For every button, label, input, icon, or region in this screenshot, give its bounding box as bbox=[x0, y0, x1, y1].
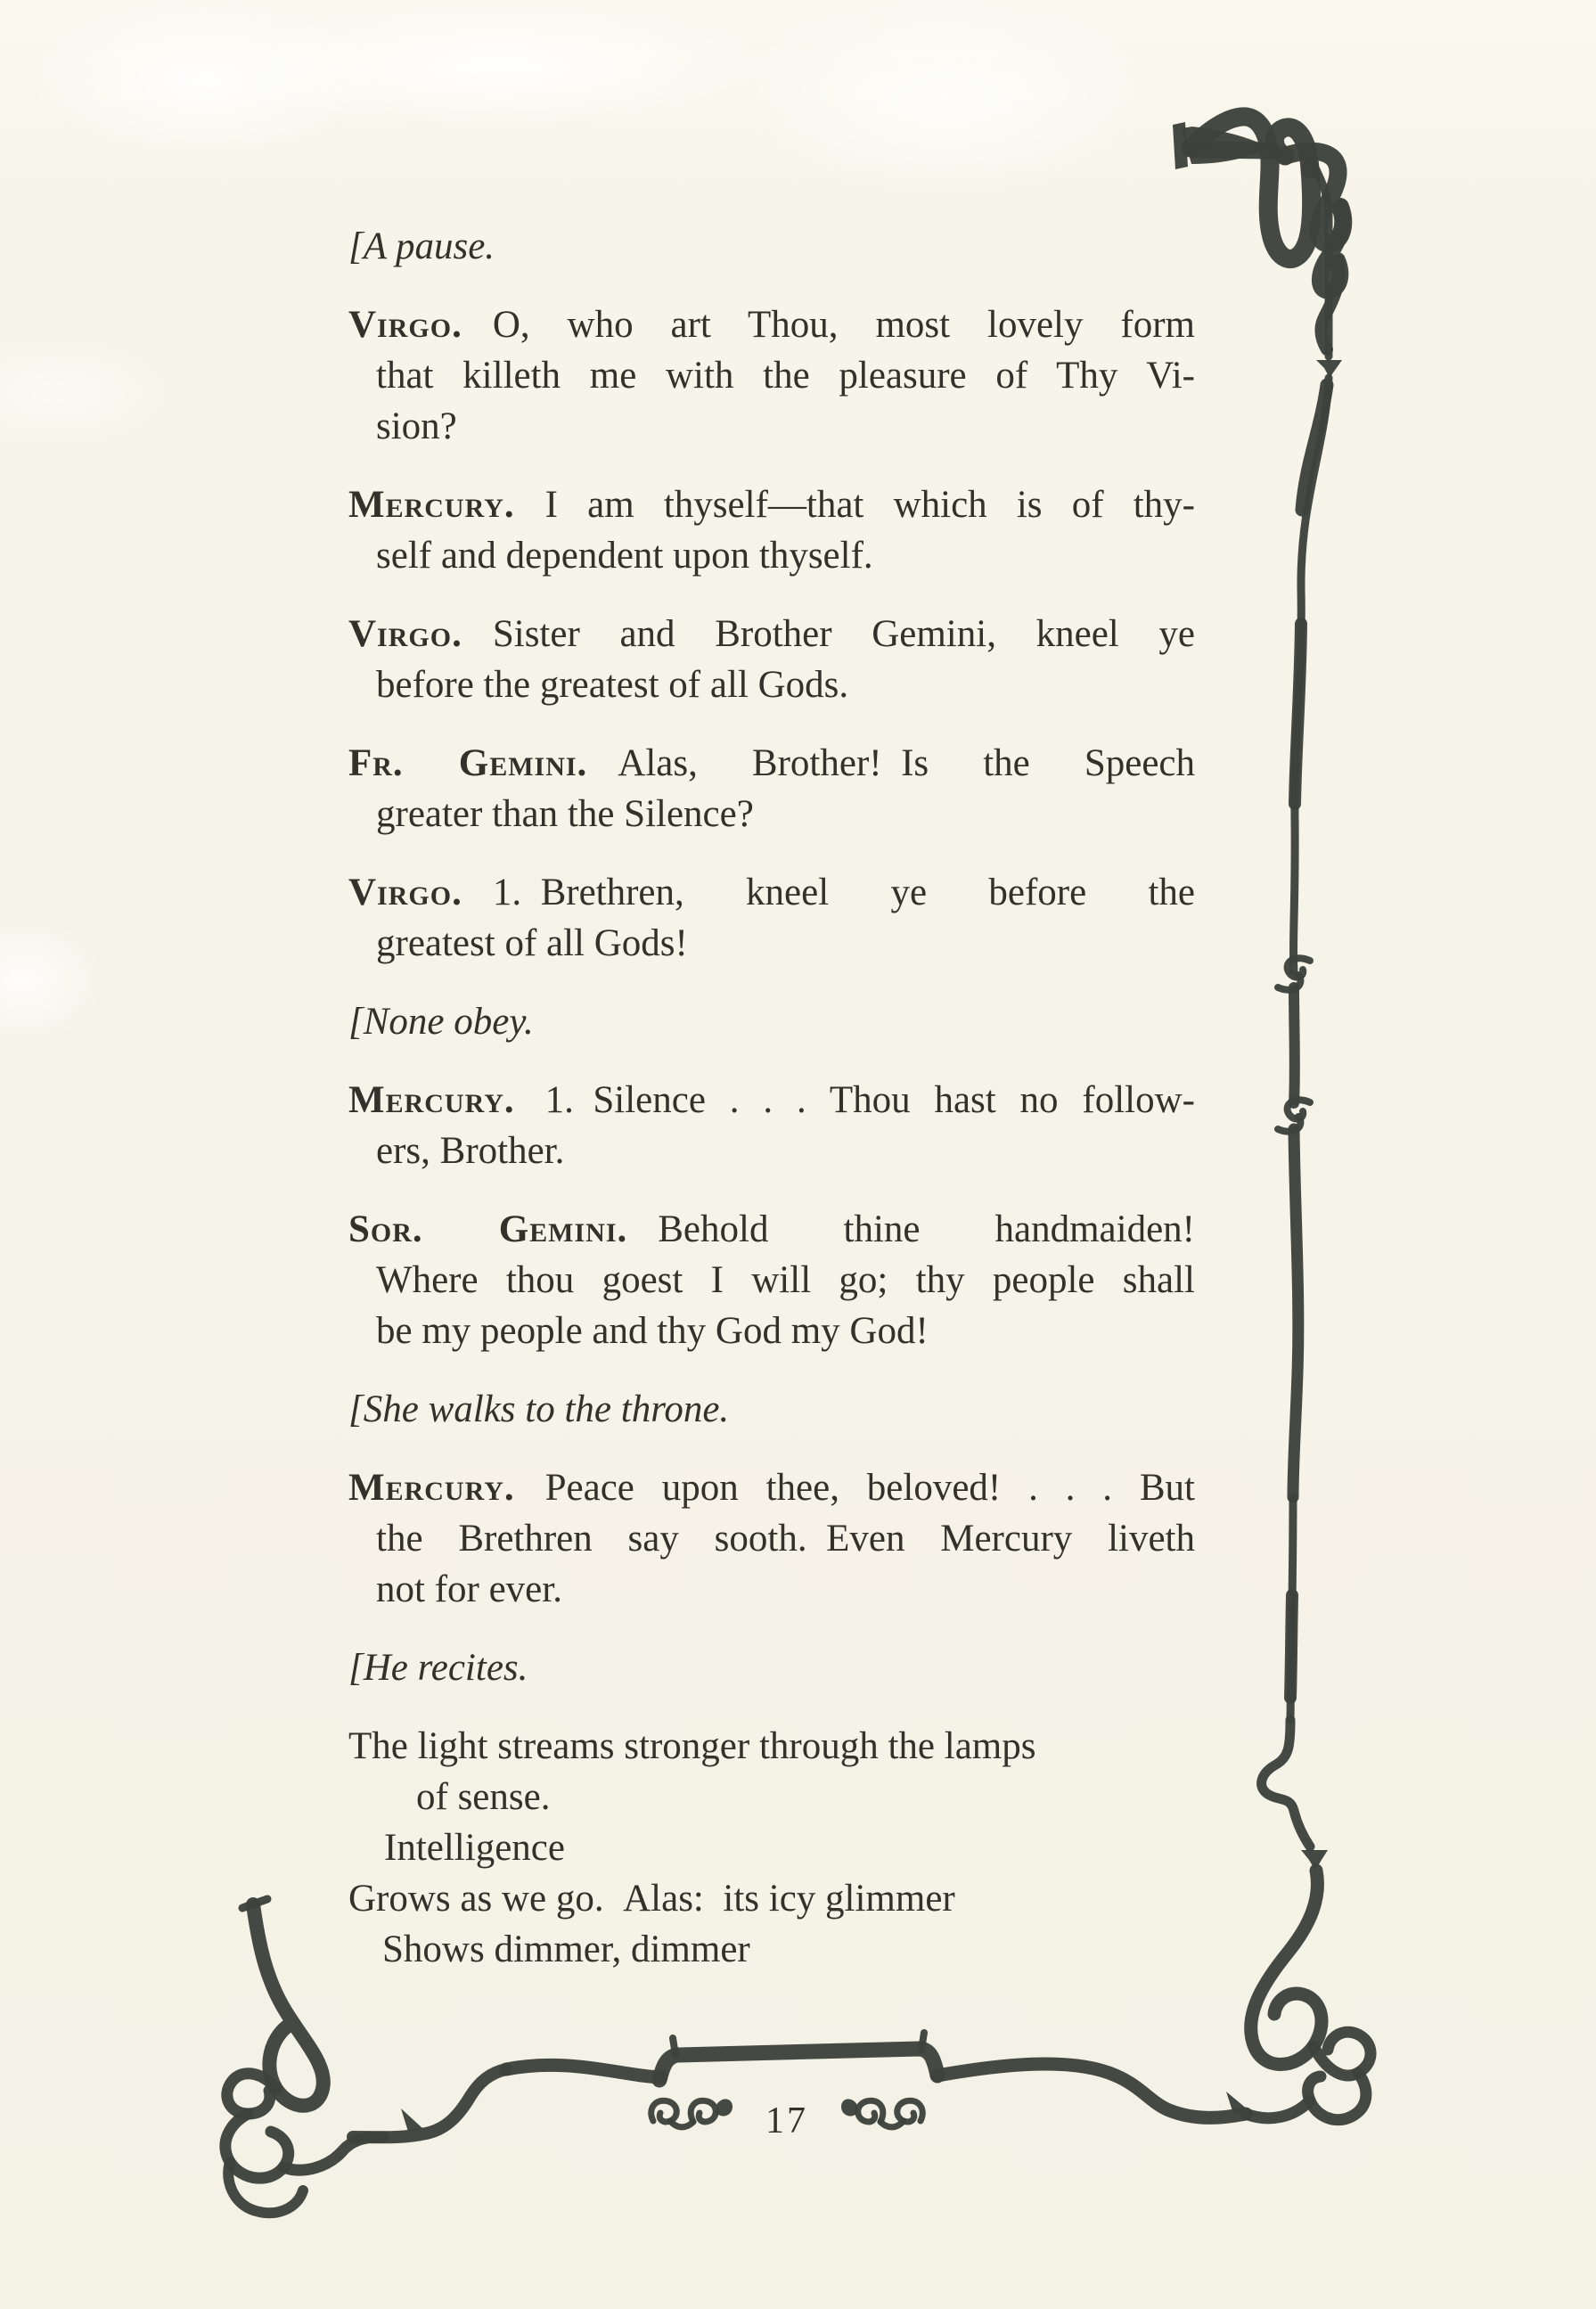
verse-line: Grows as we go. Alas: its icy glimmer bbox=[348, 1878, 955, 1920]
speech-line: not for ever. bbox=[376, 1568, 562, 1610]
speech-text: Alas, Brother! Is the Speech bbox=[618, 742, 1196, 784]
stage-direction-line: [None obey. bbox=[348, 1001, 534, 1043]
speech-line: Where thou goest I will go; thy people shall bbox=[376, 1259, 1195, 1301]
speech-line: be my people and thy God my God! bbox=[376, 1310, 929, 1352]
speech-line: self and dependent upon thyself. bbox=[376, 535, 873, 577]
footer-fleuron-icon bbox=[651, 2099, 733, 2126]
speech-line bbox=[348, 609, 1195, 659]
verse-line: The light streams stronger through the lamps bbox=[348, 1725, 1036, 1767]
speech-line bbox=[348, 867, 1195, 918]
speech-line: greater than the Silence? bbox=[376, 793, 754, 835]
play-text-column bbox=[348, 221, 1195, 2002]
speaker-label: Fr. Gemini. bbox=[348, 742, 588, 784]
speech-line bbox=[348, 738, 1195, 789]
speaker-label: Mercury. bbox=[348, 1079, 515, 1121]
top-right-flourish-ornament bbox=[1173, 117, 1343, 349]
speech-line: before the greatest of all Gods. bbox=[376, 664, 849, 706]
speech-paragraph bbox=[348, 609, 1195, 710]
verse-line: Intelligence bbox=[384, 1827, 565, 1869]
speech-paragraph bbox=[348, 738, 1195, 839]
bottom-right-flourish-ornament bbox=[1226, 1871, 1371, 2120]
speaker-label: Mercury. bbox=[348, 1467, 515, 1509]
speech-line: the Brethren say sooth. Even Mercury liveth bbox=[376, 1518, 1195, 1560]
stage-direction bbox=[348, 221, 1195, 272]
speaker-label: Sor. Gemini. bbox=[348, 1208, 628, 1250]
right-border-line-ornament bbox=[1262, 159, 1342, 1871]
stage-direction bbox=[348, 1384, 1195, 1435]
stage-direction bbox=[348, 1642, 1195, 1693]
speech-text: 1. Silence . . . Thou hast no follow- bbox=[544, 1079, 1195, 1121]
speech-paragraph bbox=[348, 867, 1195, 969]
speaker-label: Mercury. bbox=[348, 484, 515, 526]
speech-text: 1. Brethren, kneel ye before the bbox=[492, 872, 1195, 913]
speech-line bbox=[348, 479, 1195, 530]
speech-line: that killeth me with the pleasure of Thy Vi- bbox=[376, 355, 1195, 397]
speech-line: ers, Brother. bbox=[376, 1130, 565, 1172]
speech-paragraph bbox=[348, 1462, 1195, 1615]
verse-block bbox=[348, 1721, 1195, 1975]
speech-paragraph bbox=[348, 1204, 1195, 1356]
speaker-label: Virgo. bbox=[348, 304, 462, 346]
verse-line: Shows dimmer, dimmer bbox=[382, 1928, 750, 1970]
speech-paragraph bbox=[348, 299, 1195, 452]
speech-line bbox=[348, 1075, 1195, 1126]
speech-text: Behold thine handmaiden! bbox=[658, 1208, 1195, 1250]
speech-text: O, who art Thou, most lovely form bbox=[492, 304, 1195, 346]
speech-paragraph bbox=[348, 1075, 1195, 1176]
speech-line bbox=[348, 1462, 1195, 1513]
speech-text: Sister and Brother Gemini, kneel ye bbox=[492, 613, 1195, 655]
speech-text: I am thyself—that which is of thy- bbox=[544, 484, 1195, 526]
stage-direction-line: [She walks to the throne. bbox=[348, 1388, 730, 1430]
speech-paragraph bbox=[348, 479, 1195, 581]
stage-direction-line: [A pause. bbox=[348, 225, 495, 267]
speech-line: sion? bbox=[376, 405, 457, 447]
speaker-label: Virgo. bbox=[348, 613, 462, 655]
stage-direction-line: [He recites. bbox=[348, 1647, 528, 1689]
page-number: 17 bbox=[765, 2100, 808, 2141]
footer-fleuron-mirrored-icon bbox=[841, 2099, 922, 2126]
speech-text: Peace upon thee, beloved! . . . But bbox=[544, 1467, 1195, 1509]
speech-line bbox=[348, 299, 1195, 350]
verse-line: of sense. bbox=[416, 1776, 551, 1818]
speech-line: greatest of all Gods! bbox=[376, 922, 688, 964]
speech-line bbox=[348, 1204, 1195, 1255]
speaker-label: Virgo. bbox=[348, 872, 462, 913]
stage-direction bbox=[348, 996, 1195, 1047]
